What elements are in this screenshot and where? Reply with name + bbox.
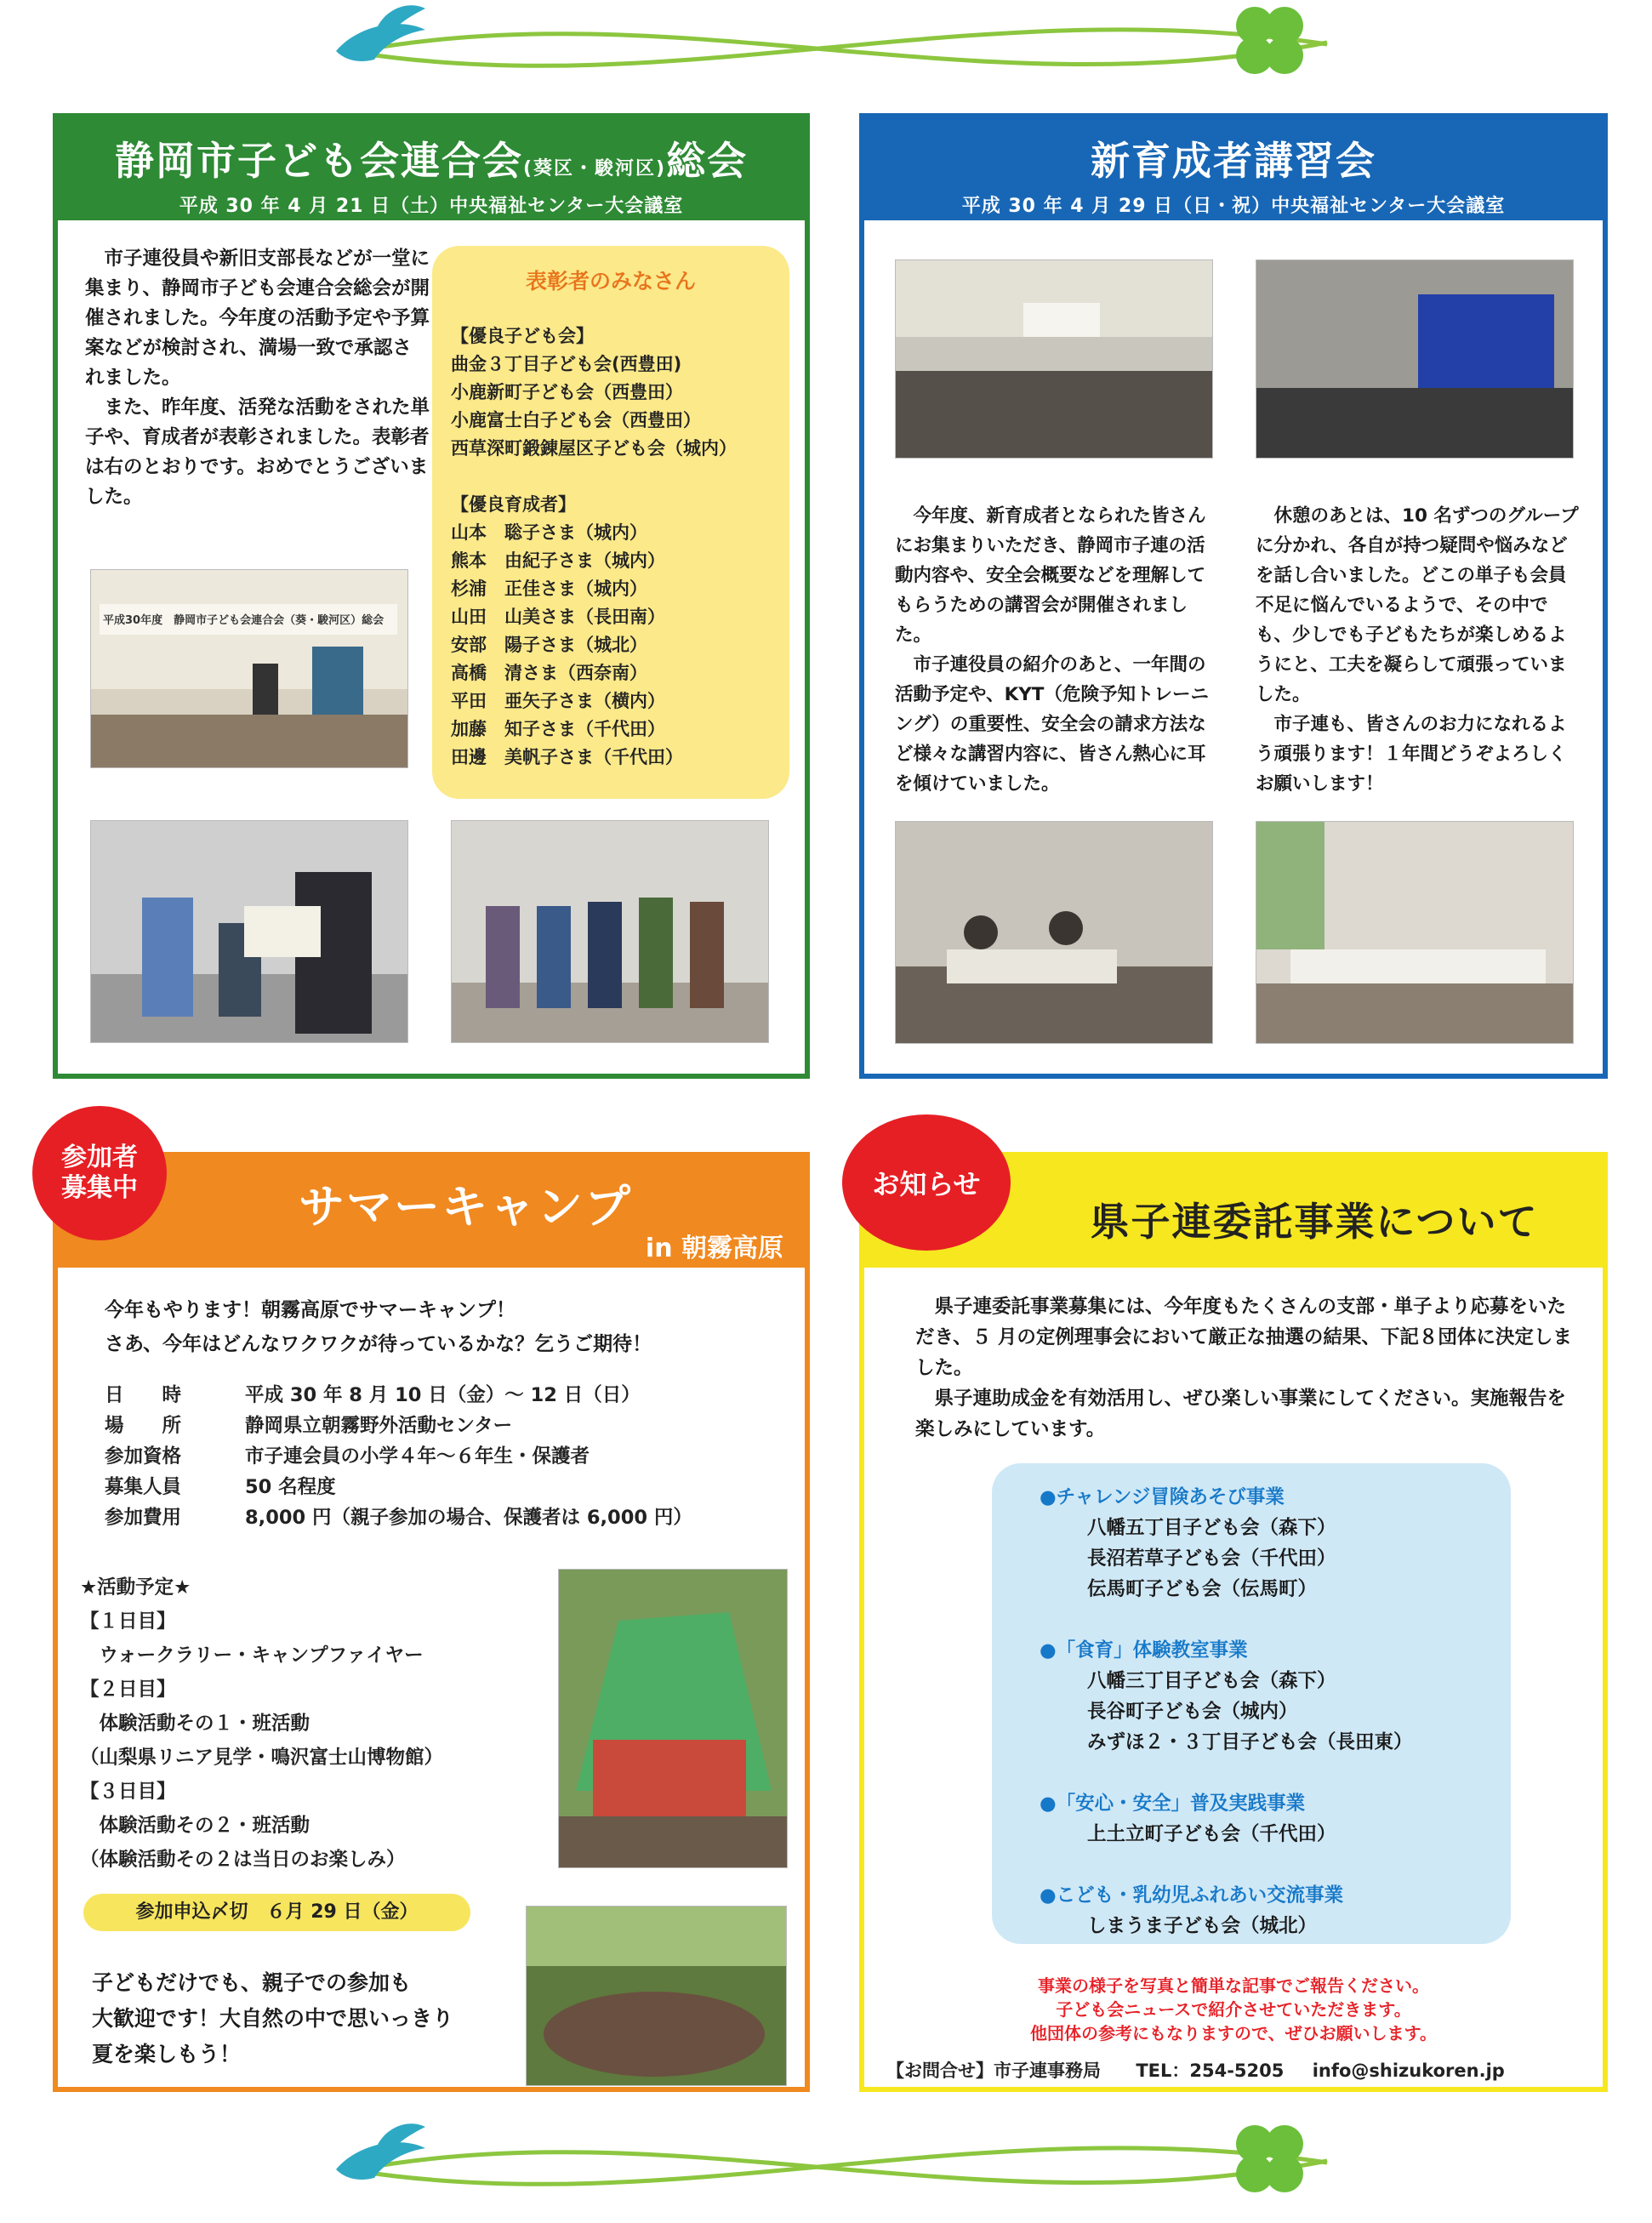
camp-info-row — [105, 1411, 785, 1441]
award-group-heading: 【優良子ども会】 — [451, 326, 594, 346]
summer-camp-header — [58, 1157, 805, 1268]
project-group — [1040, 1482, 1511, 1605]
project-item: みずほ２・３丁目子ども会（長田東） — [1087, 1731, 1413, 1753]
bottom-decoration — [0, 2118, 1652, 2212]
title-small: (葵区・駿河区) — [522, 158, 667, 180]
title-end: 総会 — [666, 138, 749, 184]
project-item: 伝馬町子ども会（伝馬町） — [1087, 1578, 1318, 1600]
project-group-heading: ●こども・乳幼児ふれあい交流事業 — [1040, 1884, 1344, 1907]
training-photo-4 — [1256, 821, 1574, 1044]
training-panel — [859, 113, 1608, 1079]
camp-schedule — [80, 1570, 556, 1877]
schedule-line: ウォークラリー・キャンプファイヤー — [80, 1644, 424, 1667]
contact-label: 【お問合せ】市子連事務局 — [886, 2061, 1101, 2081]
award-item: 山本 聡子さま（城内） — [451, 522, 647, 543]
title-main: 静岡市子ども会連合会 — [114, 138, 523, 184]
deadline-pill: 参加申込〆切 ６月 29 日（金） — [83, 1894, 470, 1931]
project-group-heading: ●「食育」体験教室事業 — [1040, 1639, 1248, 1662]
project-group — [1040, 1788, 1511, 1850]
award-item: 西草深町鍛錬屋区子ども会（城内） — [451, 438, 737, 459]
clover-icon — [1236, 2125, 1303, 2192]
award-item: 平田 亜矢子さま（横内） — [451, 691, 665, 711]
top-decoration — [0, 0, 1652, 94]
notice-body-text: 県子連委託事業募集には、今年度もたくさんの支部・単子より応募をいただき、５ 月の定例理事会において厳正な抽選の結果、下記８団体に決定しました。 県子連助成金を有効活用し、ぜひ楽しい事業にしてください。実施報告を楽しみにしています。 — [915, 1296, 1572, 1440]
info-value: 8,000 円（親子参加の場合、保護者は 6,000 円） — [245, 1507, 692, 1529]
schedule-line: 体験活動その１・班活動 — [80, 1713, 310, 1735]
notice-panel — [859, 1152, 1608, 2092]
camp-info-table — [105, 1380, 785, 1533]
award-item: 曲金３丁目子ども会(西豊田) — [451, 354, 682, 374]
info-key: 参加資格 — [105, 1445, 182, 1468]
info-value: 平成 30 年 8 月 10 日（金）～ 12 日（日） — [245, 1384, 641, 1406]
project-item: しまうま子ども会（城北） — [1087, 1915, 1318, 1937]
project-item: 八幡三丁目子ども会（森下） — [1087, 1670, 1336, 1692]
project-item: 長沼若草子ども会（千代田） — [1087, 1548, 1336, 1570]
schedule-line: 【３日目】 — [80, 1781, 176, 1803]
photo-banner-text: 平成30年度 静岡市子ども会連合会（葵・駿河区）総会 — [103, 614, 385, 627]
badge-line: 参加者 — [61, 1143, 138, 1172]
summer-camp-closing: 子どもだけでも、親子での参加も 大歓迎です！大自然の中で思いっきり 夏を楽しもう！ — [92, 1970, 454, 2066]
award-photo-2 — [451, 820, 769, 1043]
info-key: 日 時 — [105, 1384, 182, 1406]
award-item: 高橋 清さま（西奈南） — [451, 663, 647, 683]
training-header — [864, 118, 1603, 220]
selected-projects-box — [992, 1463, 1511, 1944]
award-item: 熊本 由紀子さま（城内） — [451, 550, 665, 571]
award-item: 加藤 知子さま（千代田） — [451, 719, 665, 739]
meeting-body-text: 市子連役員や新旧支部長などが一堂に集まり、静岡市子ども会連合会総会が開催されました。今年度の活動予定や予算案などが検討され、満場一致で承認されました。 また、昨年度、活発な活動をされた単子や、育成者が表彰されました。表彰者は右のとおりです。おめでとうございました。 — [85, 248, 430, 508]
camp-info-row — [105, 1502, 785, 1533]
schedule-line: 【１日目】 — [80, 1610, 176, 1633]
project-item: 上土立町子ども会（千代田） — [1087, 1823, 1336, 1845]
bird-icon — [336, 5, 425, 61]
info-key: 場 所 — [105, 1415, 182, 1437]
award-item: 山田 山美さま（長田南） — [451, 607, 665, 627]
badge-line: お知らせ — [872, 1168, 981, 1200]
camp-info-row — [105, 1441, 785, 1472]
page-title — [58, 130, 805, 186]
summer-camp-subtitle: in 朝霧高原 — [645, 1234, 783, 1263]
award-item: 杉浦 正佳さま（城内） — [451, 579, 647, 599]
meeting-date: 平成 30 年 4 月 21 日（土）中央福祉センター大会議室 — [179, 196, 684, 217]
award-group-heading: 【優良育成者】 — [451, 494, 576, 515]
training-body-left: 今年度、新育成者となられた皆さんにお集まりいただき、静岡市子連の活動内容や、安全会概要などを理解してもらうための講習会が開催されました。 市子連役員の紹介のあと、一年間の活動予定や、KYT（危険予知トレーニング）の重要性、安全会の請求方法など様々な講習内容に、皆さん熱心に耳を傾けていました。 — [895, 505, 1209, 795]
camp-info-row — [105, 1472, 785, 1502]
training-photo-3 — [895, 821, 1213, 1044]
summer-camp-title: サマーキャンプ — [299, 1180, 632, 1234]
clover-icon — [1236, 7, 1303, 74]
award-item: 安部 陽子さま（城北） — [451, 635, 647, 655]
award-item: 田邊 美帆子さま（千代田） — [451, 747, 683, 767]
award-photo-1 — [90, 820, 408, 1043]
camp-photo-2 — [526, 1906, 787, 2086]
summer-camp-panel — [53, 1152, 810, 2092]
general-meeting-header — [58, 118, 805, 220]
schedule-line: （体験活動その２は当日のお楽しみ） — [80, 1849, 406, 1871]
project-item: 八幡五丁目子ども会（森下） — [1087, 1517, 1336, 1539]
award-group-leaders — [451, 491, 789, 772]
info-value: 静岡県立朝霧野外活動センター — [245, 1415, 513, 1437]
camp-info-row — [105, 1380, 785, 1411]
schedule-line: （山梨県リニア見学・鳴沢富士山博物館） — [80, 1747, 444, 1769]
schedule-line: ★活動予定★ — [80, 1576, 191, 1599]
notice-title: 県子連委託事業について — [1090, 1199, 1539, 1245]
training-photo-1 — [895, 259, 1213, 459]
project-group-heading: ●チャレンジ冒険あそび事業 — [1040, 1486, 1285, 1508]
info-value: 市子連会員の小学４年～６年生・保護者 — [245, 1445, 590, 1468]
awards-title: 表彰者のみなさん — [525, 269, 696, 294]
contact-phone: TEL：254-5205 — [1136, 2061, 1285, 2081]
award-item: 小鹿富士白子ども会（西豊田） — [451, 410, 701, 430]
award-group-children — [451, 322, 789, 463]
report-request-note: 事業の様子を写真と簡単な記事でご報告ください。 子ども会ニュースで紹介させていただきます。 他団体の参考にもなりますので、ぜひお願いします。 — [1030, 1975, 1437, 2043]
training-body-right: 休憩のあとは、10 名ずつのグループに分かれ、各自が持つ疑問や悩みなどを話し合いました。どこの単子も会員不足に悩んでいるようで、その中でも、少しでも子どもたちが楽しめるようにと、工夫を凝らして頑張っていました。 市子連も、皆さんのお力になれるよう頑張ります！１年間どうぞよろしくお願いします！ — [1256, 505, 1579, 795]
recruiting-badge — [32, 1106, 167, 1240]
notice-badge — [842, 1114, 1011, 1251]
bird-icon — [336, 2123, 425, 2180]
project-item: 長谷町子ども会（城内） — [1087, 1701, 1298, 1723]
contact-email[interactable]: info@shizukoren.jp — [1312, 2061, 1505, 2081]
schedule-line: 体験活動その２・班活動 — [80, 1815, 310, 1837]
contact-line — [886, 2057, 1505, 2083]
project-group — [1040, 1880, 1511, 1941]
training-title: 新育成者講習会 — [1091, 138, 1376, 184]
project-group — [1040, 1635, 1511, 1758]
camp-photo-1 — [558, 1569, 788, 1868]
training-photo-2 — [1256, 259, 1574, 459]
schedule-line: 【２日目】 — [80, 1679, 176, 1701]
meeting-photo — [90, 569, 408, 768]
project-group-heading: ●「安心・安全」普及実践事業 — [1040, 1793, 1306, 1815]
info-key: 参加費用 — [105, 1507, 182, 1529]
awards-box — [432, 246, 789, 799]
info-key: 募集人員 — [105, 1476, 182, 1498]
info-value: 50 名程度 — [245, 1476, 336, 1498]
summer-camp-intro: 今年もやります！朝霧高原でサマーキャンプ！ さあ、今年はどんなワクワクが待っているかな？乞うご期待！ — [105, 1299, 652, 1355]
training-date: 平成 30 年 4 月 29 日（日・祝）中央福祉センター大会議室 — [961, 196, 1506, 217]
general-meeting-panel — [53, 113, 810, 1079]
badge-line: 募集中 — [61, 1173, 138, 1203]
award-item: 小鹿新町子ども会（西豊田） — [451, 382, 683, 402]
